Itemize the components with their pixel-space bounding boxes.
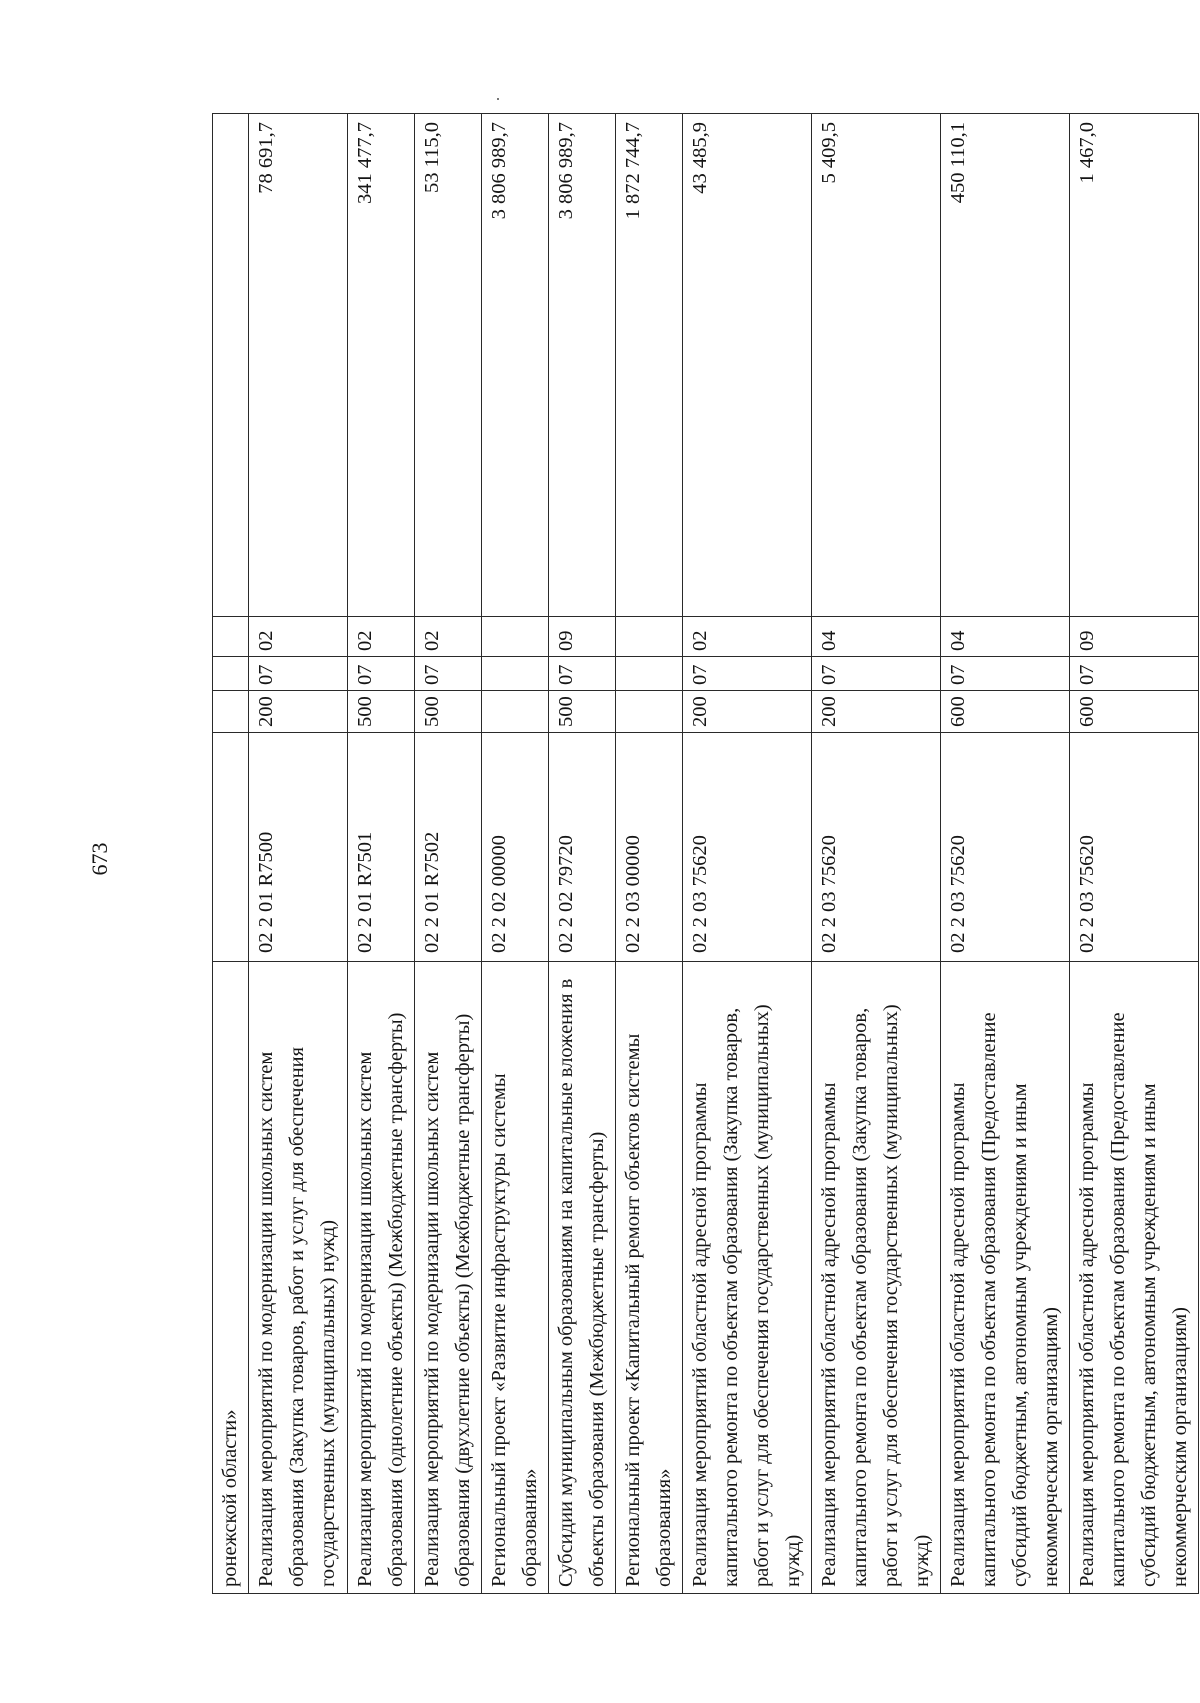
- cell-rz: 07: [812, 657, 941, 691]
- table-row: [249, 114, 348, 1594]
- table-row: [482, 114, 549, 1594]
- cell-rz: 07: [249, 657, 348, 691]
- table-row: [941, 114, 1070, 1594]
- cell-rz: 07: [549, 657, 616, 691]
- cell-sum: 3 806 989,7: [482, 114, 549, 617]
- cell-pr: [482, 617, 549, 657]
- cell-sum: 43 485,9: [683, 114, 812, 617]
- cell-sum: 341 477,7: [348, 114, 415, 617]
- cell-sum: 3 806 989,7: [549, 114, 616, 617]
- cell-vr: 200: [812, 691, 941, 733]
- cell-pr: 04: [812, 617, 941, 657]
- table-row: [213, 114, 249, 1594]
- table-row: [348, 114, 415, 1594]
- cell-vr: 200: [249, 691, 348, 733]
- cell-pr: 02: [415, 617, 482, 657]
- cell-vr: [482, 691, 549, 733]
- cell-code: [213, 733, 249, 962]
- scan-speck: [497, 98, 499, 100]
- cell-name: Реализация мероприятий областной адресной программы капитального ремонта по объектам образования (Закупка товаров, работ и услуг для обеспечения государственных (муниципальных) нужд): [812, 962, 941, 1594]
- cell-vr: 500: [348, 691, 415, 733]
- cell-pr: 02: [348, 617, 415, 657]
- cell-vr: 200: [683, 691, 812, 733]
- cell-sum: 1 467,0: [1070, 114, 1199, 617]
- cell-code: 02 2 03 75620: [812, 733, 941, 962]
- cell-code: 02 2 02 00000: [482, 733, 549, 962]
- table-row: [549, 114, 616, 1594]
- cell-rz: [616, 657, 683, 691]
- cell-code: 02 2 01 R7501: [348, 733, 415, 962]
- table-row: [616, 114, 683, 1594]
- cell-name: Реализация мероприятий по модернизации школьных систем образования (двухлетние объекты) (Межбюджетные трансферты): [415, 962, 482, 1594]
- cell-vr: [213, 691, 249, 733]
- cell-vr: 500: [415, 691, 482, 733]
- cell-code: 02 2 03 75620: [1070, 733, 1199, 962]
- cell-pr: 09: [549, 617, 616, 657]
- cell-pr: 04: [941, 617, 1070, 657]
- table-row: [415, 114, 482, 1594]
- cell-code: 02 2 03 00000: [616, 733, 683, 962]
- cell-name: Субсидии муниципальным образованиям на капитальные вложения в объекты образования (Межбюджетные трансферты): [549, 962, 616, 1594]
- cell-vr: 500: [549, 691, 616, 733]
- cell-pr: 09: [1070, 617, 1199, 657]
- cell-sum: 450 110,1: [941, 114, 1070, 617]
- cell-code: 02 2 03 75620: [941, 733, 1070, 962]
- page-number: 673: [87, 842, 112, 876]
- cell-pr: [616, 617, 683, 657]
- cell-sum: 78 691,7: [249, 114, 348, 617]
- cell-sum: 1 872 744,7: [616, 114, 683, 617]
- cell-name: Реализация мероприятий по модернизации школьных систем образования (однолетние объекты) (Межбюджетные трансферты): [348, 962, 415, 1594]
- cell-pr: [213, 617, 249, 657]
- cell-code: 02 2 02 79720: [549, 733, 616, 962]
- cell-pr: 02: [683, 617, 812, 657]
- cell-vr: [616, 691, 683, 733]
- cell-name: Региональный проект «Развитие инфраструктуры системы образования»: [482, 962, 549, 1594]
- cell-name: Реализация мероприятий областной адресной программы капитального ремонта по объектам образования (Закупка товаров, работ и услуг для обеспечения государственных (муниципальных) нужд): [683, 962, 812, 1594]
- cell-rz: 07: [415, 657, 482, 691]
- cell-rz: 07: [941, 657, 1070, 691]
- cell-name: Реализация мероприятий по модернизации школьных систем образования (Закупка товаров, работ и услуг для обеспечения государственных (муниципальных) нужд): [249, 962, 348, 1594]
- cell-vr: 600: [941, 691, 1070, 733]
- cell-sum: [213, 114, 249, 617]
- table-row: [1070, 114, 1199, 1594]
- cell-name: Региональный проект «Капитальный ремонт объектов системы образования»: [616, 962, 683, 1594]
- table-rotated-container: [212, 114, 1191, 1594]
- table-row: [812, 114, 941, 1594]
- cell-pr: 02: [249, 617, 348, 657]
- cell-sum: 5 409,5: [812, 114, 941, 617]
- cell-code: 02 2 03 75620: [683, 733, 812, 962]
- cell-code: 02 2 01 R7502: [415, 733, 482, 962]
- cell-name: Реализация мероприятий областной адресной программы капитального ремонта по объектам образования (Предоставление субсидий бюджетным, автономным учреждениям и иным некоммерческим организациям): [941, 962, 1070, 1594]
- table-row: [683, 114, 812, 1594]
- cell-rz: 07: [683, 657, 812, 691]
- cell-code: 02 2 01 R7500: [249, 733, 348, 962]
- cell-rz: [482, 657, 549, 691]
- cell-name: Реализация мероприятий областной адресной программы капитального ремонта по объектам образования (Предоставление субсидий бюджетным, автономным учреждениям и иным некоммерческим организациям): [1070, 962, 1199, 1594]
- cell-name: ронежской области»: [213, 962, 249, 1594]
- budget-table: [212, 113, 1199, 1594]
- cell-vr: 600: [1070, 691, 1199, 733]
- cell-rz: [213, 657, 249, 691]
- cell-rz: 07: [1070, 657, 1199, 691]
- cell-sum: 53 115,0: [415, 114, 482, 617]
- table-viewport: [212, 114, 1191, 1594]
- cell-rz: 07: [348, 657, 415, 691]
